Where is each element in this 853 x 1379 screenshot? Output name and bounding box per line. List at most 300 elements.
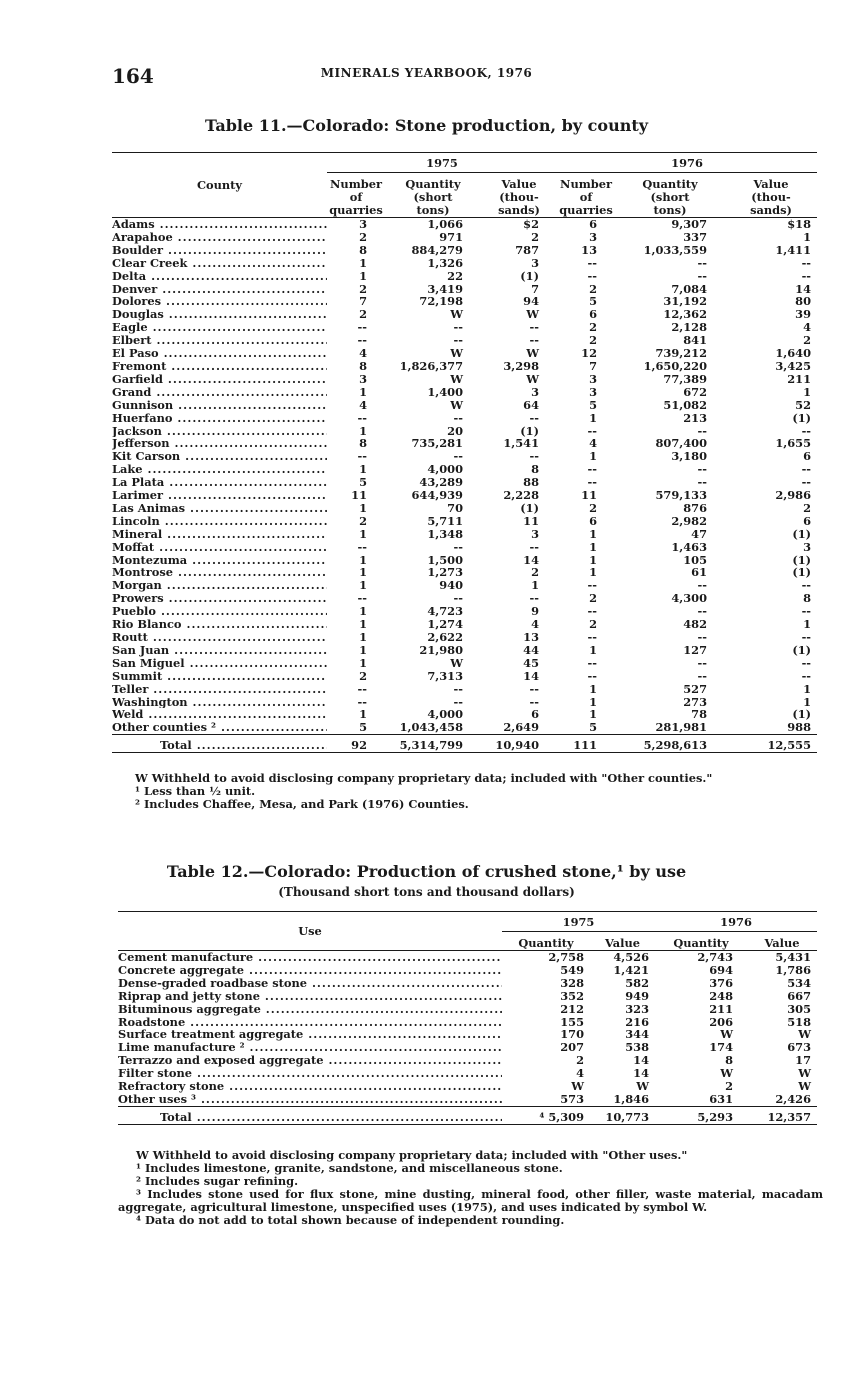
table-cell: W — [526, 308, 540, 322]
table-cell: 549 — [560, 963, 584, 977]
table-cell: 8 — [359, 437, 367, 451]
table-row — [112, 592, 817, 605]
table-cell: 7,084 — [671, 282, 708, 296]
table-cell: 1 — [589, 450, 598, 464]
table-row — [112, 373, 817, 386]
table-cell: 44 — [523, 643, 540, 657]
table-cell: 4,000 — [427, 708, 463, 722]
table-row — [112, 463, 817, 476]
table-row — [118, 990, 817, 1003]
county-name: Delta ..... — [112, 270, 327, 283]
table-cell: 2 — [589, 592, 598, 606]
table-row — [112, 283, 817, 296]
table12-total-row — [118, 1106, 817, 1124]
use-name: Cement manufacture ..... — [118, 951, 502, 964]
table-cell: 1 — [359, 424, 367, 438]
use-name: Riprap and jetty stone ..... — [118, 990, 502, 1003]
table-cell: -- — [801, 605, 812, 619]
use-name: Refractory stone ..... — [118, 1080, 502, 1093]
footnote: ² Includes sugar refining. — [136, 1174, 299, 1188]
table-cell: -- — [357, 682, 367, 696]
table-cell: 4,723 — [427, 605, 463, 619]
table-cell: 3 — [589, 230, 598, 244]
table-cell: 1,500 — [427, 553, 463, 567]
year-1976-header: 1976 — [557, 154, 817, 173]
county-name: Mineral ..... — [112, 528, 327, 541]
county-name: Dolores ..... — [112, 295, 327, 308]
county-cell — [112, 696, 327, 709]
table-cell: 3,419 — [427, 282, 463, 296]
county-cell — [112, 373, 327, 386]
county-cell — [112, 334, 327, 347]
table-cell: 1 — [359, 605, 367, 619]
total-cell: ⁴ 5,309 — [539, 1109, 584, 1124]
table-cell: 3 — [359, 217, 367, 231]
use-cell — [118, 1041, 502, 1054]
table-cell: 1,326 — [427, 256, 463, 270]
table-cell: $18 — [787, 217, 812, 231]
table-cell: 2,758 — [548, 950, 584, 964]
table-cell: -- — [529, 450, 540, 464]
use-name: Filter stone ..... — [118, 1067, 502, 1080]
table-row — [112, 528, 817, 541]
table-cell: 12 — [581, 347, 598, 360]
table-cell: 5,431 — [775, 950, 812, 964]
table-cell: -- — [801, 579, 812, 593]
table-cell: 2,228 — [503, 489, 540, 502]
table-cell: -- — [587, 605, 598, 619]
county-name: Douglas ..... — [112, 308, 327, 321]
county-cell — [112, 670, 327, 683]
table-cell: 3,425 — [775, 359, 812, 373]
table-cell: -- — [453, 334, 463, 348]
total-cell: 111 — [573, 738, 598, 753]
table-cell: 39 — [795, 308, 812, 322]
table-cell: -- — [357, 321, 367, 335]
table-cell: -- — [529, 321, 540, 335]
county-name: Elbert ..... — [112, 334, 327, 347]
table-cell: 8 — [725, 1054, 734, 1068]
table-cell: 3 — [359, 372, 367, 386]
table-cell: -- — [801, 269, 812, 283]
table-cell: 376 — [709, 976, 734, 990]
table-cell: 1 — [589, 540, 598, 554]
county-cell — [112, 541, 327, 554]
county-cell — [112, 579, 327, 592]
table-cell: $2 — [523, 217, 540, 231]
county-cell — [112, 618, 327, 631]
table-cell: -- — [801, 631, 812, 644]
county-name: Montrose ..... — [112, 566, 327, 579]
use-name: Surface treatment aggregate ..... — [118, 1028, 502, 1041]
table11-total-row — [112, 735, 817, 753]
table-cell: W — [798, 1028, 812, 1042]
county-name: Jefferson ..... — [112, 437, 327, 450]
table-cell: 1 — [803, 695, 812, 709]
table-cell: 1 — [359, 618, 367, 631]
table-cell: 667 — [787, 989, 812, 1003]
table-cell: 1,421 — [613, 963, 650, 977]
table-cell: W — [450, 656, 463, 670]
county-cell — [112, 270, 327, 283]
running-title: MINERALS YEARBOOK, 1976 — [320, 66, 533, 80]
table-row — [112, 437, 817, 450]
table12-top-rule — [118, 911, 817, 912]
table-cell: 4 — [576, 1067, 584, 1081]
county-name: Clear Creek ..... — [112, 257, 327, 270]
footnote: W Withheld to avoid disclosing company proprietary data; included with "Other counties." — [135, 771, 713, 785]
table-cell: 2,622 — [427, 631, 463, 644]
table-cell: 2 — [589, 501, 598, 515]
table-row — [112, 670, 817, 683]
table-cell: 13 — [523, 631, 540, 644]
table-cell: 1 — [589, 682, 598, 696]
table-row — [118, 1028, 817, 1041]
county-name: Gunnison ..... — [112, 399, 327, 412]
table-cell: 2,128 — [671, 321, 708, 335]
table-cell: 3 — [531, 527, 540, 541]
table-row — [112, 605, 817, 618]
table-cell: 1 — [359, 631, 367, 644]
table-cell: 2,649 — [503, 721, 540, 735]
table-cell: 155 — [560, 1015, 584, 1029]
table-cell: 45 — [523, 656, 540, 670]
total-cell: 5,293 — [697, 1109, 734, 1124]
table-cell: (1) — [792, 708, 812, 722]
county-cell — [112, 308, 327, 321]
county-cell — [112, 218, 327, 231]
county-name: Huerfano ..... — [112, 412, 327, 425]
table-cell: 582 — [625, 976, 650, 990]
table-cell: 1,541 — [503, 437, 540, 451]
county-cell — [112, 708, 327, 721]
table-cell: 2 — [589, 321, 598, 335]
table-cell: (1) — [792, 411, 812, 425]
table-cell: 6 — [589, 217, 598, 231]
county-cell — [112, 399, 327, 412]
table-row — [118, 1016, 817, 1029]
table-cell: 2 — [589, 282, 598, 296]
table12-body — [118, 951, 817, 1107]
county-name: Rio Blanco ..... — [112, 618, 327, 631]
table-cell: -- — [529, 592, 540, 606]
total-cell: 5,314,799 — [399, 738, 463, 753]
table-cell: 1,043,458 — [399, 721, 463, 735]
table-cell: 105 — [683, 553, 708, 567]
table-cell: -- — [357, 540, 367, 554]
table-cell: -- — [587, 631, 598, 644]
county-cell — [112, 644, 327, 657]
table-cell: 43,289 — [419, 476, 463, 490]
table-cell: 47 — [691, 527, 708, 541]
table-cell: -- — [697, 424, 708, 438]
county-cell — [112, 476, 327, 489]
county-cell — [112, 489, 327, 502]
table-cell: 6 — [531, 708, 540, 722]
county-cell — [112, 721, 327, 734]
table-row — [112, 541, 817, 554]
table11-body — [112, 218, 817, 735]
table-cell: 4 — [359, 398, 367, 412]
table-cell: 1 — [803, 682, 812, 696]
table-cell: 940 — [439, 579, 463, 593]
county-cell — [112, 347, 327, 360]
table-cell: 2,986 — [775, 489, 812, 502]
use-cell — [118, 990, 502, 1003]
table-cell: 1,033,559 — [643, 243, 708, 257]
table-cell: 80 — [795, 295, 812, 309]
table-cell: -- — [587, 476, 598, 490]
table-cell: (1) — [792, 643, 812, 657]
table-cell: 1 — [359, 256, 367, 270]
table-cell: (1) — [520, 269, 540, 283]
table-cell: -- — [801, 424, 812, 438]
table-cell: 13 — [581, 243, 598, 257]
table-cell: -- — [587, 424, 598, 438]
table-cell: W — [720, 1067, 734, 1081]
table-cell: 216 — [625, 1015, 650, 1029]
use-name: Terrazzo and exposed aggregate ..... — [118, 1054, 502, 1067]
table-cell: 127 — [683, 643, 708, 657]
table-cell: 2 — [359, 308, 367, 322]
county-name: Summit ..... — [112, 670, 327, 683]
use-cell — [118, 1067, 502, 1080]
table-cell: -- — [453, 540, 463, 554]
table-cell: -- — [587, 256, 598, 270]
county-name: Kit Carson ..... — [112, 450, 327, 463]
table-row — [112, 721, 817, 734]
table-cell: 1 — [359, 553, 367, 567]
table-cell: -- — [697, 269, 708, 283]
table-cell: 2 — [725, 1080, 734, 1093]
table-cell: 31,192 — [663, 295, 708, 309]
table-cell: -- — [697, 669, 708, 683]
county-name: Prowers ..... — [112, 592, 327, 605]
table-cell: 328 — [560, 976, 584, 990]
table-cell: -- — [453, 592, 463, 606]
use-name: Bituminous aggregate ..... — [118, 1003, 502, 1016]
footnote: ¹ Includes limestone, granite, sandstone, and miscellaneous stone. — [136, 1161, 563, 1175]
county-name: Washington ..... — [112, 696, 327, 709]
table-cell: 248 — [709, 989, 734, 1003]
table-row — [118, 977, 817, 990]
table-cell: 8 — [531, 463, 540, 477]
table-cell: -- — [357, 411, 367, 425]
table-row — [118, 1093, 817, 1106]
table-cell: 1 — [589, 643, 598, 657]
table-cell: 1,655 — [775, 437, 812, 451]
table-cell: -- — [697, 463, 708, 477]
table-row — [112, 218, 817, 231]
county-name: Eagle ..... — [112, 321, 327, 334]
county-name: Weld ..... — [112, 708, 327, 721]
county-name: Las Animas ..... — [112, 502, 327, 515]
table11 — [112, 154, 817, 753]
year-1976-header: 1976 — [655, 913, 817, 932]
table-cell: -- — [587, 579, 598, 593]
table-cell: 11 — [581, 489, 598, 502]
table-cell: -- — [697, 579, 708, 593]
table-cell: (1) — [792, 566, 812, 580]
table-row — [118, 1054, 817, 1067]
county-name: San Juan ..... — [112, 644, 327, 657]
quantity-header: Quantity — [673, 936, 729, 950]
table-row — [112, 708, 817, 721]
table-cell: -- — [697, 605, 708, 619]
table-cell: 1,650,220 — [643, 359, 708, 373]
county-name: Adams ..... — [112, 218, 327, 231]
county-cell — [112, 463, 327, 476]
county-cell — [112, 502, 327, 515]
table-row — [112, 231, 817, 244]
county-cell — [112, 683, 327, 696]
table-cell: 3 — [589, 372, 598, 386]
table-cell: 1,273 — [427, 566, 463, 580]
table-cell: -- — [357, 592, 367, 606]
table-row — [112, 579, 817, 592]
table-cell: -- — [529, 682, 540, 696]
value-header: Value (thou- sands) — [750, 177, 792, 217]
table-cell: W — [450, 308, 463, 322]
table-row — [112, 489, 817, 502]
table-cell: 631 — [709, 1092, 734, 1106]
table-row — [118, 1003, 817, 1016]
county-cell — [112, 554, 327, 567]
table-cell: 2 — [359, 282, 367, 296]
table-cell: 4 — [803, 321, 812, 335]
table-cell: 884,279 — [411, 243, 463, 257]
table-cell: 323 — [625, 1002, 650, 1016]
table-cell: 1 — [803, 230, 812, 244]
table-cell: 352 — [560, 989, 584, 1003]
table-cell: W — [636, 1080, 650, 1093]
table-cell: W — [450, 372, 463, 386]
value-header: Value (thou- sands) — [498, 177, 540, 217]
table-row — [112, 270, 817, 283]
county-cell — [112, 360, 327, 373]
table-cell: 971 — [439, 230, 463, 244]
table-cell: 170 — [560, 1028, 584, 1042]
number-of-quarries-header: Number of quarries — [329, 177, 383, 217]
total-cell: 10,773 — [605, 1109, 650, 1124]
table-cell: 14 — [633, 1067, 650, 1081]
table-cell: 1 — [359, 579, 367, 593]
county-cell — [112, 231, 327, 244]
table-cell: 206 — [709, 1015, 734, 1029]
table-cell: 2,982 — [671, 514, 708, 528]
table-cell: 1,463 — [671, 540, 708, 554]
table-cell: 3 — [531, 256, 540, 270]
table-cell: 2 — [531, 566, 540, 580]
table-cell: 694 — [709, 963, 734, 977]
table-cell: 5 — [589, 721, 598, 735]
table-cell: 1,400 — [427, 385, 463, 399]
table-row — [112, 566, 817, 579]
table-cell: 94 — [523, 295, 540, 309]
total-cell: 92 — [351, 738, 367, 753]
table-cell: 538 — [625, 1041, 650, 1055]
footnote: ³ Includes stone used for flux stone, mine dusting, mineral food, other filler, waste material, macadam aggregate, agricultural limestone, unspecified uses (1975), and uses indicated by symbol W. — [118, 1187, 823, 1214]
table-cell: 211 — [709, 1002, 734, 1016]
table-row — [112, 334, 817, 347]
table-cell: -- — [587, 463, 598, 477]
county-cell — [112, 321, 327, 334]
table-cell: -- — [357, 695, 367, 709]
county-name: Lake ..... — [112, 463, 327, 476]
table-cell: 579,133 — [655, 489, 708, 502]
table-row — [112, 515, 817, 528]
table-cell: 482 — [683, 618, 708, 631]
county-name: Larimer ..... — [112, 489, 327, 502]
county-cell — [112, 283, 327, 296]
total-cell: 12,555 — [767, 738, 812, 753]
county-name: Morgan ..... — [112, 579, 327, 592]
table-cell: 6 — [589, 514, 598, 528]
county-cell — [112, 592, 327, 605]
value-header: Value — [764, 936, 800, 950]
table-cell: 344 — [625, 1028, 650, 1042]
use-cell — [118, 1028, 502, 1041]
county-cell — [112, 631, 327, 644]
table-cell: 207 — [560, 1041, 584, 1055]
footnote: W Withheld to avoid disclosing company proprietary data; included with "Other uses." — [136, 1148, 688, 1162]
table-row — [112, 618, 817, 631]
table-row — [112, 425, 817, 438]
table-cell: -- — [357, 334, 367, 348]
county-name: Other counties ² ..... — [112, 721, 327, 734]
table-cell: 3,298 — [503, 359, 540, 373]
county-name: Teller ..... — [112, 683, 327, 696]
table-cell: 22 — [447, 269, 463, 283]
table-row — [112, 244, 817, 257]
table-row — [112, 412, 817, 425]
table-cell: 7,313 — [427, 669, 463, 683]
table-cell: -- — [453, 411, 463, 425]
county-name: Routt ..... — [112, 631, 327, 644]
table-cell: 2,743 — [697, 950, 734, 964]
table-cell: 14 — [523, 669, 540, 683]
table-cell: 2 — [589, 334, 598, 348]
table-cell: W — [450, 398, 463, 412]
table-cell: 1 — [589, 527, 598, 541]
table-cell: -- — [697, 631, 708, 644]
table-cell: 1 — [589, 411, 598, 425]
table-cell: 807,400 — [655, 437, 708, 451]
table-cell: -- — [801, 256, 812, 270]
table-cell: 1,274 — [427, 618, 463, 631]
use-cell — [118, 1003, 502, 1016]
table-cell: 8 — [359, 359, 367, 373]
quantity-header: Quantity (short tons) — [405, 177, 461, 217]
table-cell: 14 — [633, 1054, 650, 1068]
table-cell: 1 — [359, 656, 367, 670]
table-cell: 5,711 — [427, 514, 463, 528]
table-cell: -- — [529, 695, 540, 709]
table-cell: 51,082 — [663, 398, 708, 412]
use-cell — [118, 951, 502, 964]
county-name: Grand ..... — [112, 386, 327, 399]
table-cell: 6 — [803, 514, 812, 528]
table-cell: 72,198 — [419, 295, 463, 309]
table-cell: 6 — [589, 308, 598, 322]
table-cell: 2 — [589, 618, 598, 631]
county-cell — [112, 244, 327, 257]
footnote: ⁴ Data do not add to total shown because of independent rounding. — [136, 1213, 565, 1227]
county-name: Fremont ..... — [112, 360, 327, 373]
table-cell: 672 — [683, 385, 708, 399]
table-cell: 7 — [359, 295, 367, 309]
table-row — [112, 631, 817, 644]
